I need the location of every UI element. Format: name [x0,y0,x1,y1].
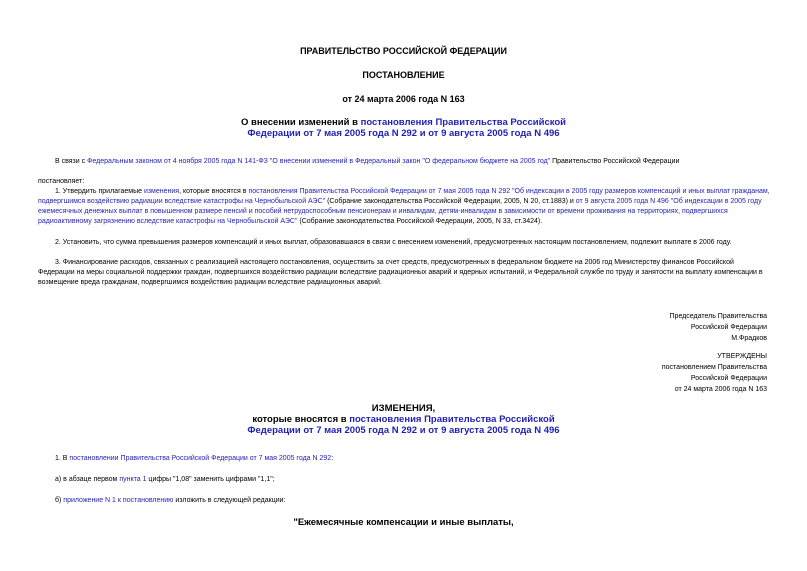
decrees-text: постановляет: [38,178,85,185]
item-b-text-1: б) [55,497,64,504]
approved-line3: Российской Федерации [690,375,767,382]
item-1 [38,454,771,464]
title-link-line1[interactable]: постановления Правительства Российской [360,117,566,128]
changes-title-line1: ИЗМЕНЕНИЯ, [371,403,436,414]
government-heading: ПРАВИТЕЛЬСТВО РОССИЙСКОЙ ФЕДЕРАЦИИ [300,46,507,56]
section-quote-heading: "Ежемесячные компенсации и иные выплаты, [293,517,514,528]
changes-title-link2[interactable]: Федерации от 7 мая 2005 года N 292 и от 9 августа 2005 года N 496 [247,425,560,436]
item-b-link[interactable]: приложение N 1 к постановлению [63,497,174,504]
signature-line1: Председатель Правительства [669,313,767,320]
p1-text-4: (Собрание законодательства Российской Федерации, 2005, N 33, ст.3424). [297,218,543,225]
title-link-line2[interactable]: Федерации от 7 мая 2005 года N 292 и от 9 августа 2005 года N 496 [247,128,560,139]
item-b [38,496,771,506]
document-title [0,117,807,139]
intro-paragraph [38,157,771,167]
item-a [38,475,771,485]
paragraph-3: 3. Финансирование расходов, связанных с реализацией настоящего постановления, осуществить за счет средств, предусмотренных в федеральном бюджете на 2006 год Министерству финансов Российской Федерации на меры социальной поддержки граждан, подвергшихся воздействию радиации вследствие радиационных аварий и ядерных испытаний, и Федеральной службе по труду и занятости на выплату компенсации в возмещение вреда гражданам, подвергшимся воздействию радиации вследствие радиационных аварий. [38,259,763,286]
changes-title-link1[interactable]: постановления Правительства Российской [349,414,555,425]
decree-292-link[interactable]: постановления Правительства Российской Федерации от 7 мая 2005 года N 292 "Об индексации в 2005 году размеров компенсаций и иных выплат гражданам, подвергшимся воздействию радиации вследствие катастрофы на Чернобыльской АЭС" [38,188,770,205]
item-b-text-2: изложить в следующей редакции: [173,497,286,504]
federal-law-link[interactable]: Федеральным законом от 4 ноября 2005 года N 141-ФЗ "О внесении изменений в Федеральный закон "О федеральном бюджете на 2005 год" [87,158,551,165]
intro-text-2: Правительство Российской Федерации [550,158,680,165]
signature-line2: Российской Федерации [690,324,767,331]
decree-496-link[interactable]: от 9 августа 2005 года N 496 "Об индексации в 2005 году ежемесячных денежных выплат в повышенном размере пенсий и пособий нетрудоспособным пенсионерам и инвалидам, детям-инвалидам в зависимости от времени проживания на территориях, подвергшихся радиоактивному загрязнению вследствие катастрофы на Чернобыльской АЭС" [38,198,762,225]
item1-link[interactable]: постановлении Правительства Российской Федерации от 7 мая 2005 года N 292 [69,455,332,462]
approved-line4: от 24 марта 2006 года N 163 [674,386,767,393]
item1-text-2: : [331,455,334,462]
p1-text-2: , которые вносятся в [179,188,249,195]
intro-text-1: В связи с [55,158,88,165]
doc-type-heading: ПОСТАНОВЛЕНИЕ [362,70,445,80]
changes-title-prefix: которые вносятся в [252,414,350,425]
signature-line3: М.Фрадков [731,335,767,342]
date-number-heading: от 24 марта 2006 года N 163 [342,94,465,104]
approval-block [567,351,767,395]
changes-link[interactable]: изменения [143,188,180,195]
item1-text-1: 1. В [55,455,70,462]
signature-block [567,311,767,344]
approved-line2: постановлением Правительства [661,364,767,371]
p1-text-3: (Собрание законодательства Российской Федерации, 2005, N 20, ст.1883) и [325,198,576,205]
changes-title [0,403,807,436]
item-a-text-1: а) в абзаце первом [55,476,120,483]
item-a-text-2: цифры "1,08" заменить цифрами "1,1"; [146,476,275,483]
item-a-link[interactable]: пункта 1 [119,476,147,483]
title-prefix: О внесении изменений в [241,117,361,128]
p1-text-1: 1. Утвердить прилагаемые [55,188,144,195]
paragraph-1 [38,187,771,227]
approved-line1: УТВЕРЖДЕНЫ [717,353,767,360]
paragraph-2: 2. Установить, что сумма превышения размеров компенсаций и иных выплат, образовавшаяся в связи с внесением изменений, предусмотренных настоящим постановлением, подлежит выплате в 2006 году. [55,239,732,246]
